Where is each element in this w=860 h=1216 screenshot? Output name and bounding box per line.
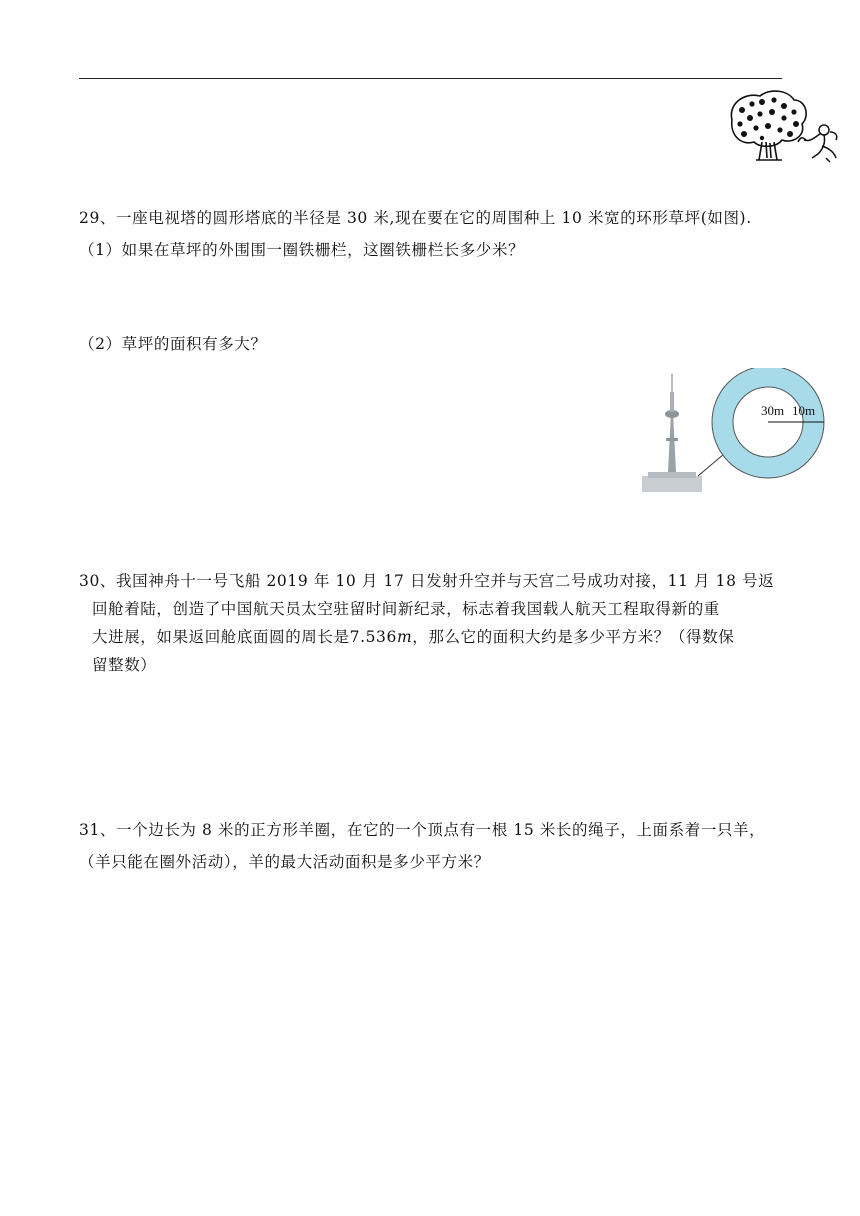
tv-tower-ring-figure — [640, 368, 830, 498]
q30-circumference-value: 7.536 — [349, 628, 397, 646]
q30-line4: 留整数） — [92, 656, 157, 674]
inner-radius-label: 30m — [761, 403, 785, 418]
q29-part1: （1）如果在草坪的外围围一圈铁栅栏，这圈铁栅栏长多少米？ — [79, 241, 525, 259]
ring-width-label: 10m — [792, 403, 816, 418]
q30-line3 — [92, 627, 734, 647]
q30-line3-part-a: 大进展，如果返回舱底面圆的周长是 — [92, 628, 350, 646]
q30-line2: 回舱着陆，创造了中国航天员太空驻留时间新纪录，标志着我国载人航天工程取得新的重 — [92, 600, 720, 618]
q31-line2: （羊只能在圈外活动），羊的最大活动面积是多少平方米？ — [79, 853, 490, 871]
q30-line1: 30、我国神舟十一号飞船 2019 年 10 月 17 日发射升空并与天宫二号成功对接，11 月 18 号返 — [79, 572, 775, 590]
header-rule — [79, 78, 782, 79]
q30-circumference-unit: m — [396, 628, 413, 646]
q30-line3-part-b: ，那么它的面积大约是多少平方米？（得数保 — [412, 628, 735, 646]
tv-tower-illustration — [642, 374, 702, 492]
q29-stem: 29、一座电视塔的圆形塔底的半径是 30 米,现在要在它的周围种上 10 米宽的环形草坪(如图). — [79, 209, 752, 227]
q29-part2: （2）草坪的面积有多大？ — [79, 335, 267, 353]
q31-line1: 31、一个边长为 8 米的正方形羊圈，在它的一个顶点有一根 15 米长的绳子，上面系着一只羊， — [79, 821, 766, 839]
tree-monkey-illustration — [726, 88, 844, 168]
